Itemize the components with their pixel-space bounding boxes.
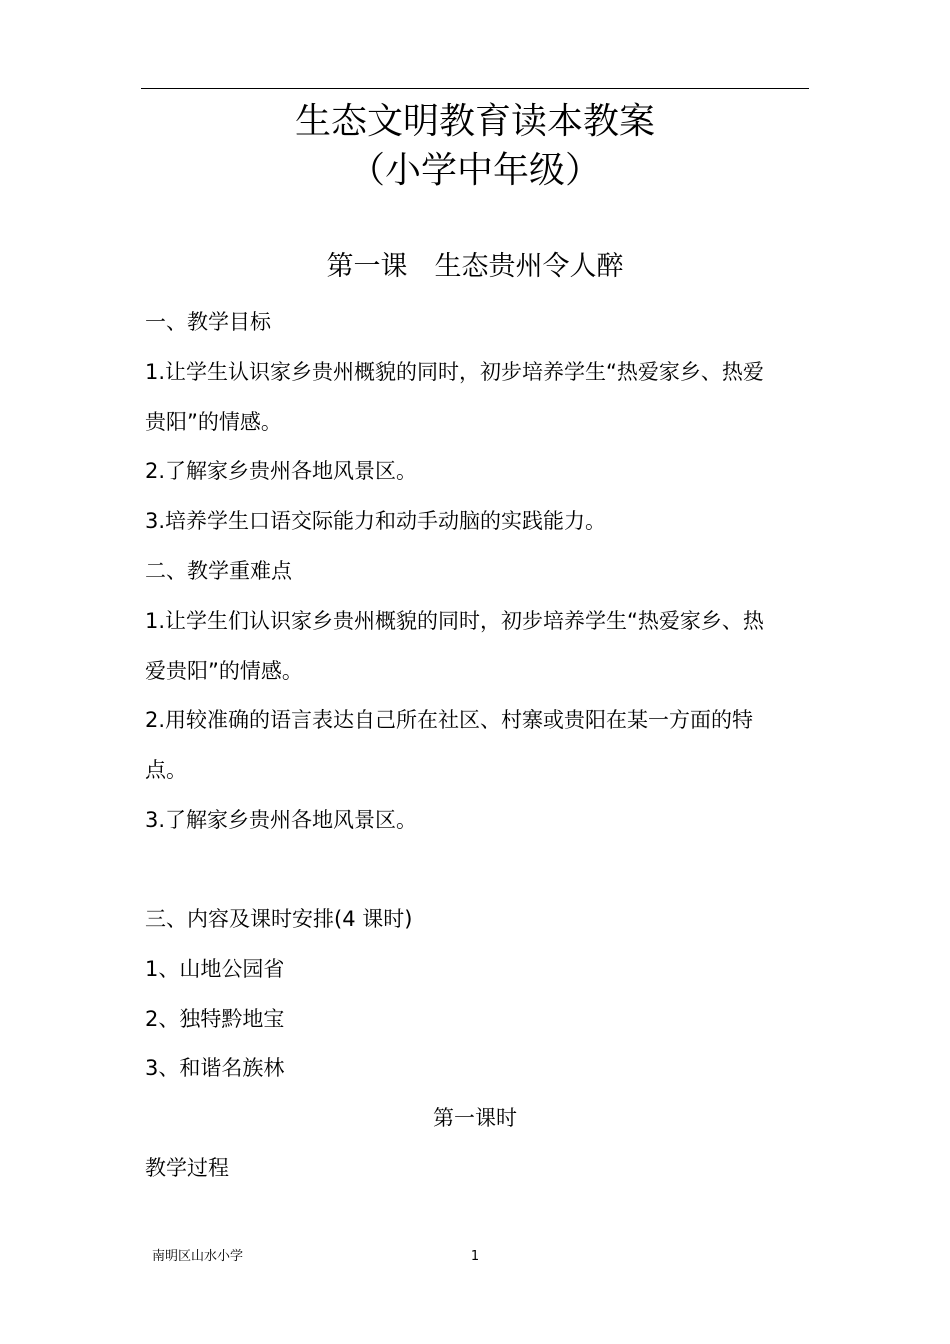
content-heading: 三、内容及课时安排(4 课时) bbox=[145, 907, 413, 931]
key-point-line: 1.让学生们认识家乡贵州概貌的同时，初步培养学生“热爱家乡、热 bbox=[145, 609, 764, 633]
objective-line: 3.培养学生口语交际能力和动手动脑的实践能力。 bbox=[145, 509, 607, 533]
objective-line: 2.了解家乡贵州各地风景区。 bbox=[145, 459, 418, 483]
content-item: 1、山地公园省 bbox=[145, 957, 285, 981]
objective-line: 1.让学生认识家乡贵州概貌的同时，初步培养学生“热爱家乡、热爱 bbox=[145, 360, 764, 384]
document-subtitle: （小学中年级） bbox=[348, 150, 601, 191]
key-point-line: 3.了解家乡贵州各地风景区。 bbox=[145, 808, 418, 832]
page-number: 1 bbox=[470, 1249, 480, 1264]
header-rule bbox=[141, 88, 809, 89]
period-title: 第一课时 bbox=[433, 1106, 517, 1130]
objective-line: 贵阳”的情感。 bbox=[145, 410, 282, 434]
key-points-heading: 二、教学重难点 bbox=[145, 559, 292, 583]
objectives-heading: 一、教学目标 bbox=[145, 310, 271, 334]
process-heading: 教学过程 bbox=[145, 1156, 229, 1180]
key-point-line: 2.用较准确的语言表达自己所在社区、村寨或贵阳在某一方面的特 bbox=[145, 708, 754, 732]
content-item: 3、和谐名族林 bbox=[145, 1056, 285, 1080]
document-title: 生态文明教育读本教案 bbox=[294, 101, 655, 142]
key-point-line: 爱贵阳”的情感。 bbox=[145, 659, 303, 683]
lesson-title: 第一课 生态贵州令人醉 bbox=[326, 251, 624, 282]
content-item: 2、独特黔地宝 bbox=[145, 1007, 285, 1031]
key-point-line: 点。 bbox=[145, 758, 187, 782]
footer-school: 南明区山水小学 bbox=[152, 1249, 244, 1264]
